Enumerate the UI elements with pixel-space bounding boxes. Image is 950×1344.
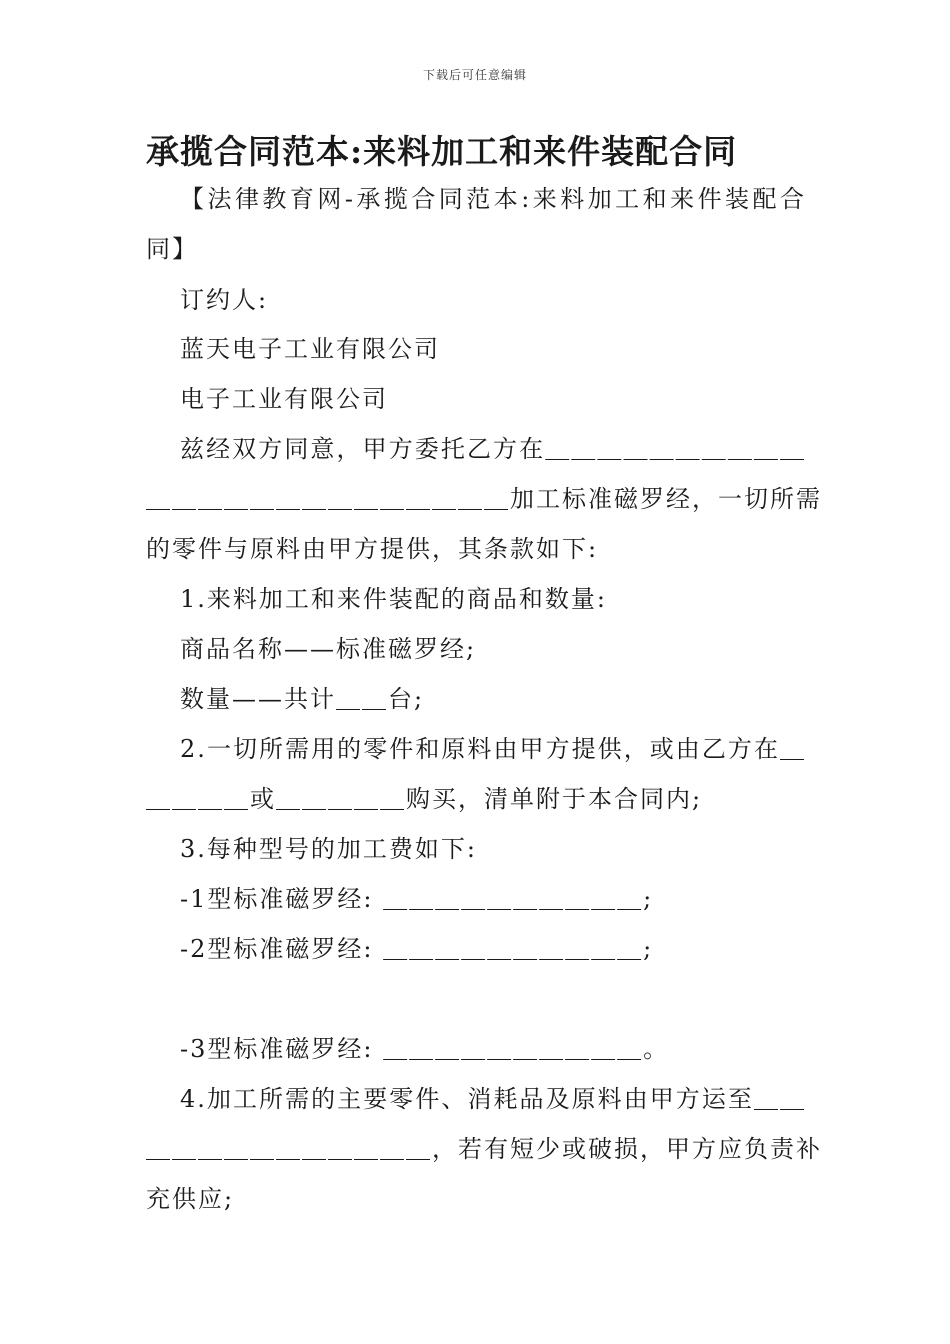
header-note: 下载后可任意编辑: [422, 68, 527, 82]
paragraph-line: 3.每种型号的加工费如下:: [180, 835, 477, 863]
paragraph-line: -2型标准磁罗经: ＿＿＿＿＿＿＿＿＿＿;: [180, 935, 654, 963]
paragraph-line: -3型标准磁罗经: ＿＿＿＿＿＿＿＿＿＿。: [180, 1035, 670, 1063]
paragraph-line: ＿＿＿＿或＿＿＿＿＿购买，清单附于本合同内;: [146, 785, 703, 813]
paragraph-line: 充供应;: [146, 1185, 235, 1213]
page-title: 承揽合同范本:来料加工和来件装配合同: [146, 132, 738, 171]
paragraph-line: ＿＿＿＿＿＿＿＿＿＿＿＿＿＿加工标准磁罗经，一切所需: [146, 485, 822, 513]
paragraph-line: 【法律教育网-承揽合同范本:来料加工和来件装配合: [180, 185, 806, 213]
paragraph-line: 4.加工所需的主要零件、消耗品及原料由甲方运至＿＿: [180, 1085, 806, 1113]
paragraph-line: ＿＿＿＿＿＿＿＿＿＿＿，若有短少或破损，甲方应负责补: [146, 1135, 822, 1163]
paragraph-line: 商品名称——标准磁罗经;: [180, 635, 477, 663]
paragraph-line: 同】: [146, 235, 198, 263]
paragraph-line: 数量——共计＿＿台;: [180, 685, 425, 713]
paragraph-line: 电子工业有限公司: [180, 385, 388, 413]
paragraph-line: 的零件与原料由甲方提供，其条款如下:: [146, 535, 599, 563]
paragraph-line: 蓝天电子工业有限公司: [180, 335, 440, 363]
paragraph-line: 1.来料加工和来件装配的商品和数量:: [180, 585, 607, 613]
paragraph-line: -1型标准磁罗经: ＿＿＿＿＿＿＿＿＿＿;: [180, 885, 654, 913]
paragraph-line: 订约人:: [180, 286, 269, 314]
paragraph-line: 兹经双方同意，甲方委托乙方在＿＿＿＿＿＿＿＿＿＿: [180, 435, 806, 463]
paragraph-line: 2.一切所需用的零件和原料由甲方提供，或由乙方在＿: [180, 735, 806, 763]
